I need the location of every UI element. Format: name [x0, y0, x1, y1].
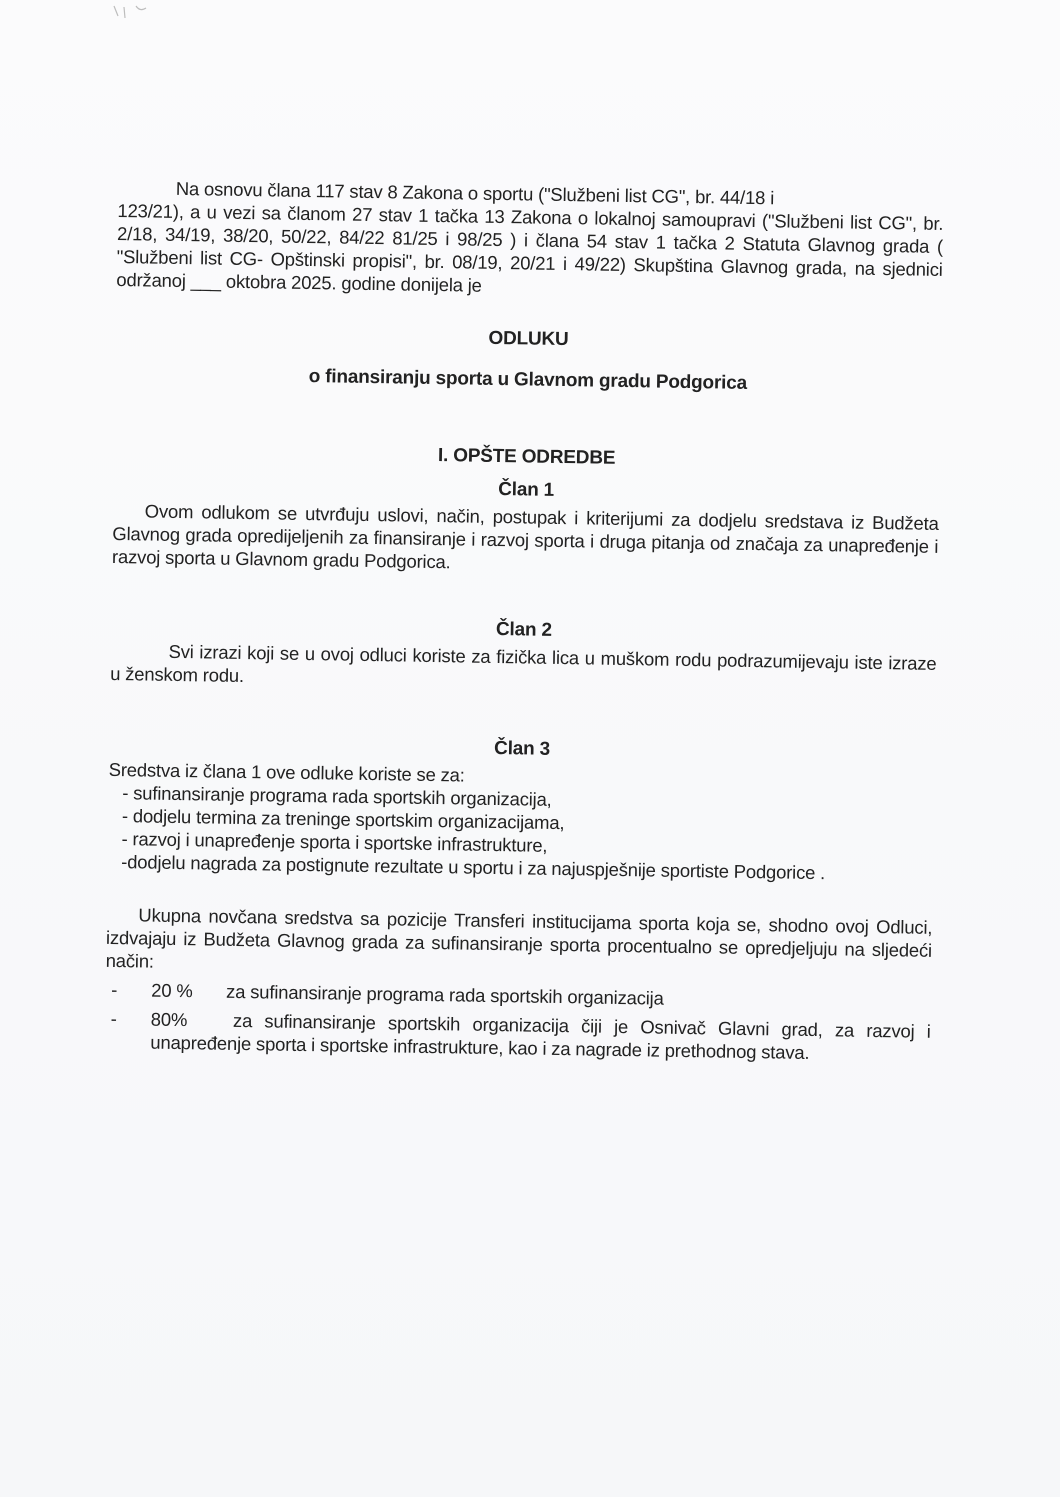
list-dash: -: [111, 978, 118, 1001]
article-3-usage-list: [121, 781, 934, 886]
article-1-text: Ovom odlukom se utvrđuju uslovi, način, postupak i kriterijumi za dodjelu sredstava iz Budžeta Glavnog grada opredijeljenih za finansiranje i razvoj sporta i druga pitanja od značaja za unapređenje i razvoj sporta u Glavnom gradu Podgorica.: [111, 500, 939, 573]
article-2-text: Svi izrazi koji se u ovoj odluci koriste za fizička lica u muškom rodu podrazumijevaju iste izraze u ženskom rodu.: [110, 640, 937, 687]
allocation-percent: 80%: [150, 1008, 188, 1031]
article-3-intro: Sredstva iz člana 1 ove odluke koriste se za:: [108, 758, 465, 786]
list-item: - dodjelu termina za treninge sportskim organizacijama,: [121, 805, 565, 834]
section-title-general-provisions: I. OPŠTE ODREDBE: [437, 445, 616, 469]
article-2: [110, 612, 937, 698]
list-item: -dodjelu nagrada za postignute rezultate u sportu i za najuspješnije sportiste Podgorice .: [121, 851, 826, 884]
document-body: [104, 176, 944, 1084]
preamble: [116, 176, 944, 304]
allocation-item: [104, 1007, 931, 1066]
article-2-title: Član 2: [495, 618, 552, 641]
list-dash: -: [110, 1007, 117, 1030]
allocation-list: [104, 978, 931, 1066]
article-1-title: Član 1: [498, 479, 555, 501]
list-item: - razvoj i unapređenje sporta i sportske infrastrukture,: [121, 828, 548, 856]
preamble-text: 123/21), a u vezi sa članom 27 stav 1 tačka 13 Zakona o lokalnoj samoupravi ("Službeni list CG", br. 2/18, 34/19, 38/20, 50/22, 84/22 81/25 i 98/25 ) i člana 54 stav 1 tačka 2 Statuta Glavnog grada ( "Službeni list CG- Opštinski propisi", br. 08/19, 20/21 i 49/22) Skupština Glavnog grada, na sjednici održanoj ___ oktobra 2025. godine donijela je: [116, 199, 944, 296]
list-item: - sufinansiranje programa rada sportskih organizacija,: [122, 782, 552, 810]
decision-subtitle: o finansiranju sporta u Glavnom gradu Podgorica: [308, 366, 748, 394]
preamble-line-1: Na osnovu člana 117 stav 8 Zakona o sportu ("Službeni list CG", br. 44/18 i: [175, 177, 775, 209]
article-1: [112, 472, 939, 581]
article-3-total-funds-text: Ukupna novčana sredstva sa pozicije Transferi institucijama sporta koja se, shodno ovoj Odluci, izdvajaju iz Budžeta Glavnog grada za sufinansiranje sporta procentualno se opredjeljuju na sljedeći način:: [105, 904, 933, 972]
allocation-text: za sufinansiranje programa rada sportskih organizacija: [225, 980, 664, 1009]
article-3: [104, 731, 935, 1066]
allocation-text: za sufinansiranje sportskih organizacija čiji je Osnivač Glavni grad, za razvoj i unapređenje sporta i sportske infrastrukture, kao i za nagrade iz prethodnog stava.: [150, 1009, 931, 1063]
allocation-percent: 20 %: [151, 979, 193, 1002]
article-3-title: Član 3: [493, 737, 551, 760]
decision-title: ODLUKU: [488, 327, 569, 351]
scan-artifact-mark: [112, 4, 152, 20]
